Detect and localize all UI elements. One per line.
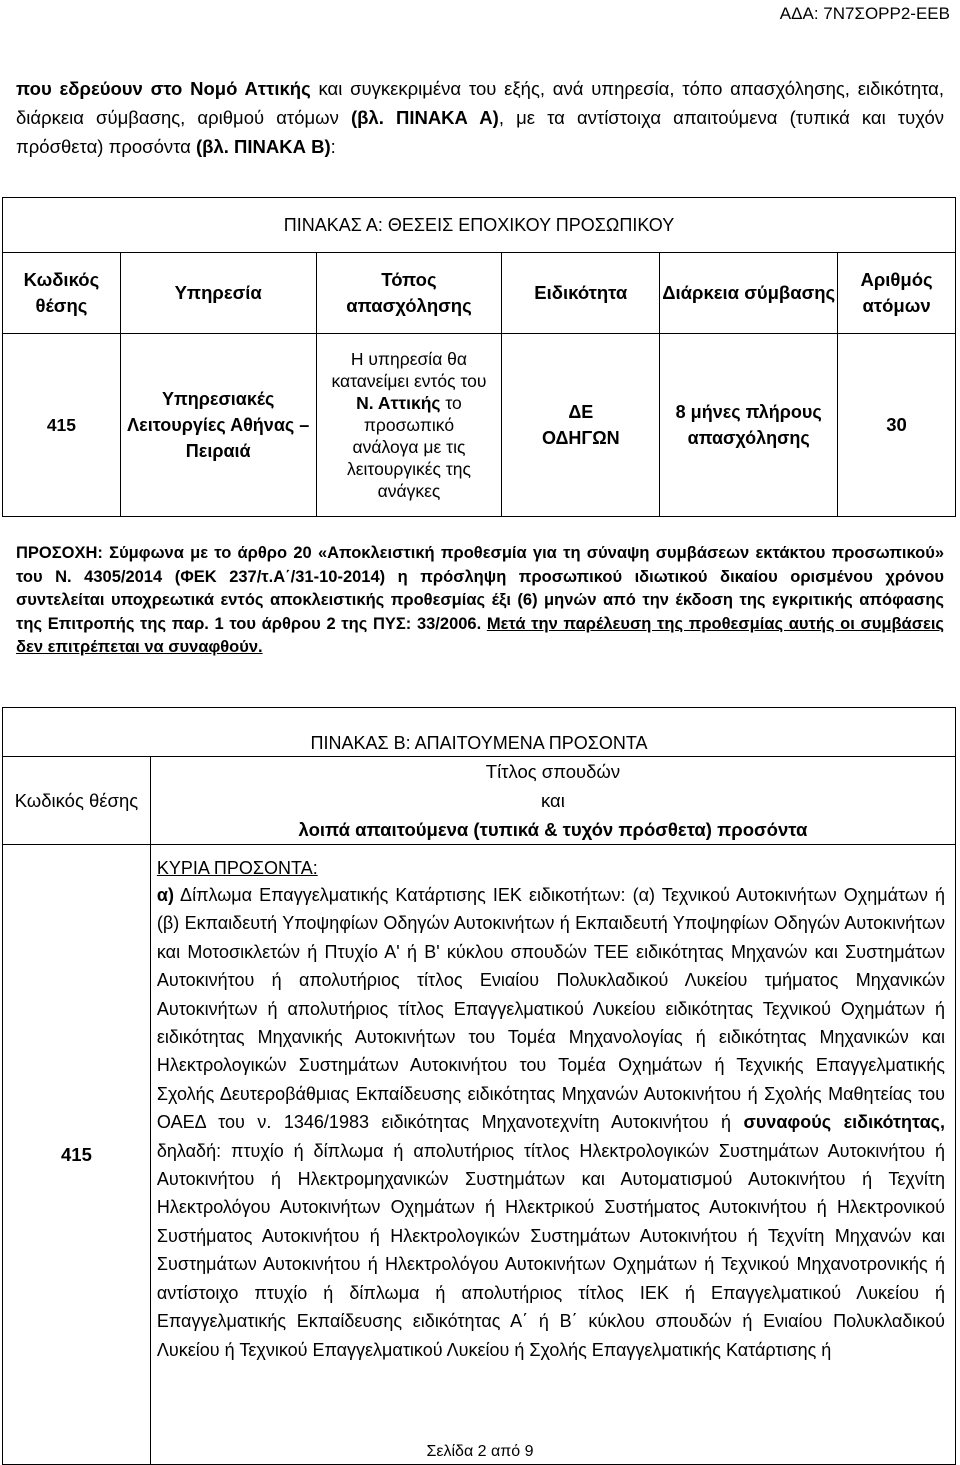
intro-text-3: : bbox=[330, 136, 336, 157]
table-a-header: Διάρκεια σύμβασης bbox=[660, 253, 838, 334]
table-a bbox=[2, 197, 956, 517]
intro-text-1: και συγκεκριμένα του εξής, ανά υπηρεσία, τόπο απασχόλησης, ειδικότητα, διάρκεια σύμβασης, αριθμού ατόμων bbox=[16, 78, 945, 128]
qualification-a-label: α) bbox=[156, 885, 174, 905]
place-bold: Ν. Αττικής bbox=[356, 393, 441, 413]
place-cell bbox=[316, 334, 502, 517]
table-a-header: Κωδικός θέσης bbox=[3, 253, 121, 334]
qualification-a-bold: συναφούς ειδικότητας, bbox=[743, 1112, 945, 1133]
specialty-cell: ΔΕ ΟΔΗΓΩΝ bbox=[502, 334, 660, 517]
header-line-3: λοιπά απαιτούμενα (τυπικά & τυχόν πρόσθετα) προσόντα bbox=[298, 819, 808, 840]
intro-text-2: , με τα αντίστοιχα απαιτούμενα (τυπικά και τυχόν πρόσθετα) προσόντα bbox=[16, 107, 944, 157]
notice-text: Σύμφωνα με το άρθρο 20 «Αποκλειστική προθεσμία για τη σύναψη συμβάσεων εκτάκτου προσωπικού» του Ν. 4305/2014 (ΦΕΚ 237/τ.Α΄/31-10-2014) η πρόσληψη προσωπικού ιδιωτικού δικαίου ορισμένου χρόνου συντελείται υποχρεωτικά εντός αποκλειστικής προθεσμίας έξι (6) μηνών από την έκδοση της εγκριτικής απόφασης της Επιτροπής της παρ. 1 του άρθρου 2 της ΠΥΣ: 33/2006. bbox=[16, 544, 944, 633]
qualification-a bbox=[157, 881, 945, 1364]
place-text-2: το προσωπικό ανάλογα με τις λειτουργικές της ανάγκες bbox=[346, 393, 471, 501]
qualifications-cell bbox=[150, 845, 955, 1465]
notice-underlined: Μετά την παρέλευση της προθεσμίας αυτής οι συμβάσεις δεν επιτρέπεται να συναφθούν. bbox=[16, 614, 944, 656]
main-qualifications-label: ΚΥΡΙΑ ΠΡΟΣΟΝΤΑ: bbox=[156, 858, 318, 878]
service-cell: Υπηρεσιακές Λειτουργίες Αθήνας – Πειραιά bbox=[120, 334, 316, 517]
qual-code: 415 bbox=[3, 845, 151, 1465]
duration-cell: 8 μήνες πλήρους απασχόλησης bbox=[660, 334, 838, 517]
table-row bbox=[3, 845, 956, 1465]
header-line-2: και bbox=[541, 790, 565, 811]
table-b bbox=[2, 707, 956, 1465]
intro-bold-2: (βλ. ΠΙΝΑΚΑ Α) bbox=[350, 107, 499, 128]
ada-code: ΑΔΑ: 7Ν7ΣΟΡΡ2-ΕΕΒ bbox=[779, 4, 950, 23]
table-a-header: Υπηρεσία bbox=[120, 253, 316, 334]
table-row bbox=[3, 334, 956, 517]
count-cell: 30 bbox=[838, 334, 956, 517]
table-a-title: ΠΙΝΑΚΑΣ Α: ΘΕΣΕΙΣ ΕΠΟΧΙΚΟΥ ΠΡΟΣΩΠΙΚΟΥ bbox=[3, 198, 956, 253]
table-a-header: Αριθμός ατόμων bbox=[838, 253, 956, 334]
table-b-code-header: Κωδικός θέσης bbox=[3, 757, 151, 845]
intro-bold-1: που εδρεύουν στο Νομό Αττικής bbox=[16, 78, 311, 99]
table-a-header: Τόπος απασχόλησης bbox=[316, 253, 502, 334]
page-number: Σελίδα 2 από 9 bbox=[426, 1443, 534, 1460]
place-text-1: Η υπηρεσία θα κατανείμει εντός του bbox=[331, 349, 487, 391]
intro-paragraph bbox=[16, 74, 944, 161]
position-code: 415 bbox=[3, 334, 121, 517]
table-a-header: Ειδικότητα bbox=[502, 253, 660, 334]
qualification-a-text-2: δηλαδή: πτυχίο ή δίπλωμα ή απολυτήριος τίτλος Ηλεκτρολογικών Συστημάτων Αυτοκινήτου ή Αυτοκινήτου ή Ηλεκτρομηχανικών Συστημάτων και Αυτοματισμού Αυτοκινήτου ή Τεχνίτη Ηλεκτρολόγου Αυτοκινήτων Οχημάτων ή Ηλεκτρικού Συστήματος Αυτοκινήτου ή Ηλεκτρονικού Συστήματος Αυτοκινήτου ή Ηλεκτρολογικών Συστημάτων Αυτοκινήτου ή Τεχνίτη Μηχανών και Συστημάτων Αυτοκινήτου ή Ηλεκτρολόγου Αυτοκινήτων Οχημάτων ή Τεχνικού Μηχανοτρονικής ή αντίστοιχο πτυχίο ή δίπλωμα ή απολυτήριος τίτλος ΙΕΚ ή Επαγγελματικού Λυκείου ή Επαγγελματικής Εκπαίδευσης ειδικότητας Α΄ ή Β΄ κύκλου σπουδών ή Ενιαίου Πολυκλαδικού Λυκείου ή Τεχνικού Επαγγελματικού Λυκείου ή Σχολής Επαγγελματικής Κατάρτισης ή bbox=[156, 1140, 945, 1360]
header-line-1: Τίτλος σπουδών bbox=[485, 761, 621, 782]
table-a-header-row bbox=[3, 253, 956, 334]
table-b-title: ΠΙΝΑΚΑΣ Β: ΑΠΑΙΤΟΥΜΕΝΑ ΠΡΟΣΟΝΤΑ bbox=[3, 708, 956, 757]
notice bbox=[16, 542, 944, 660]
table-b-qual-header bbox=[150, 757, 955, 845]
notice-label: ΠΡΟΣΟΧΗ: bbox=[16, 544, 103, 562]
qualification-a-text: Δίπλωμα Επαγγελματικής Κατάρτισης ΙΕΚ ειδικοτήτων: (α) Τεχνικού Αυτοκινήτων Οχημάτων ή (β) Εκπαιδευτή Υποψηφίων Οδηγών Αυτοκινήτων ή Εκπαιδευτή Υποψηφίων Οδηγών Αυτοκινήτων και Μοτοσικλετών ή Πτυχίο Α' ή Β' κύκλου σπουδών ΤΕΕ ειδικότητας Μηχανών και Συστημάτων Αυτοκινήτου ή απολυτήριος τίτλος Ενιαίου Πολυκλαδικού Λυκείου τμήματος Μηχανικών Αυτοκινήτων ή απολυτήριος τίτλος Επαγγελματικού Λυκείου ειδικότητας Τεχνικού Οχημάτων ή ειδικότητας Μηχανικής Αυτοκινήτων του Τομέα Μηχανολογίας ή ειδικότητας Μηχανικών και Ηλεκτρολογικών Συστημάτων Αυτοκινήτου του Τομέα Οχημάτων ή Τεχνικής Επαγγελματικής Σχολής Δευτεροβάθμιας Εκπαίδευσης ειδικότητας Μηχανών Αυτοκινήτου ή Σχολής Μαθητείας του ΟΑΕΔ του ν. 1346/1983 ειδικότητας Μηχανοτεχνίτη Αυτοκινήτου ή bbox=[156, 885, 945, 1133]
intro-bold-3: (βλ. ΠΙΝΑΚΑ Β) bbox=[196, 136, 331, 157]
